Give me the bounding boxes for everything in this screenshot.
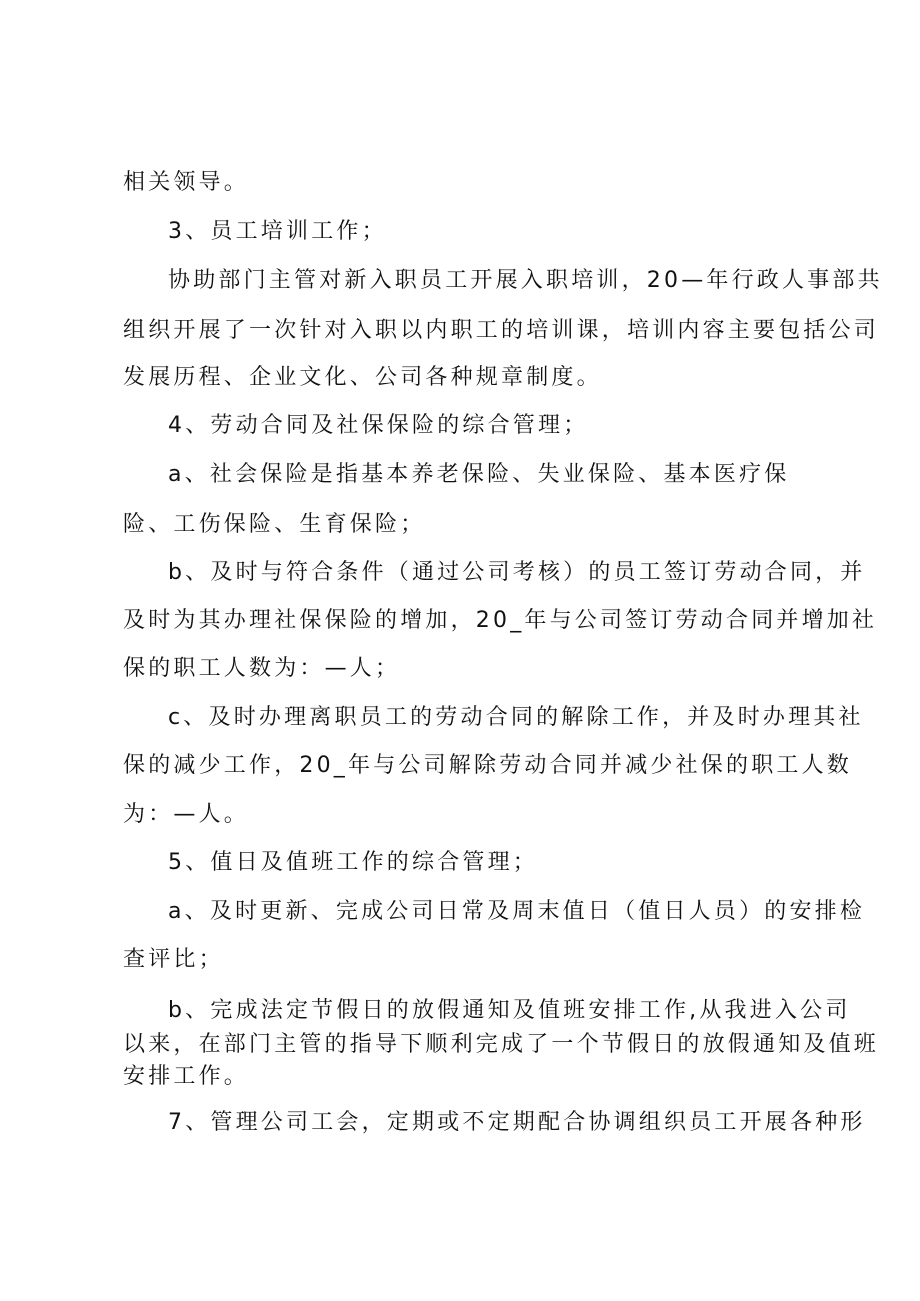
- text-line: 组织开展了一次针对入职以内职工的培训课，培训内容主要包括公司: [123, 318, 880, 343]
- text-line: b、及时与符合条件（通过公司考核）的员工签订劳动合同，并: [168, 560, 866, 585]
- text-line: 保的职工人数为：—人；: [123, 656, 401, 681]
- section-heading: 5、值日及值班工作的综合管理；: [168, 850, 538, 875]
- section-heading: 3、员工培训工作；: [168, 219, 387, 244]
- text-line: 相关领导。: [123, 170, 250, 195]
- section-heading: 7、管理公司工会，定期或不定期配合协调组织员工开展各种形: [168, 1110, 866, 1135]
- text-line: b、完成法定节假日的放假通知及值班安排工作,从我进入公司: [168, 998, 851, 1023]
- text-line: a、及时更新、完成公司日常及周末值日（值日人员）的安排检: [168, 899, 866, 924]
- text-line: 险、工伤保险、生育保险；: [123, 512, 426, 537]
- section-heading: 4、劳动合同及社保保险的综合管理；: [168, 413, 589, 438]
- text-line: 协助部门主管对新入职员工开展入职培训，20—年行政人事部共: [168, 268, 883, 293]
- text-line: 以来，在部门主管的指导下顺利完成了一个节假日的放假通知及值班: [123, 1032, 880, 1057]
- text-line: 为：—人。: [123, 802, 250, 827]
- text-line: 安排工作。: [123, 1064, 250, 1089]
- text-line: 查评比；: [123, 947, 224, 972]
- text-line: 发展历程、企业文化、公司各种规章制度。: [123, 365, 602, 390]
- text-line: a、社会保险是指基本养老保险、失业保险、基本医疗保: [168, 462, 790, 487]
- text-line: c、及时办理离职员工的劳动合同的解除工作，并及时办理其社: [168, 705, 864, 730]
- text-line: 及时为其办理社保保险的增加，20_年与公司签订劳动合同并增加社: [123, 608, 878, 633]
- text-line: 保的减少工作，20_年与公司解除劳动合同并减少社保的职工人数: [123, 753, 852, 778]
